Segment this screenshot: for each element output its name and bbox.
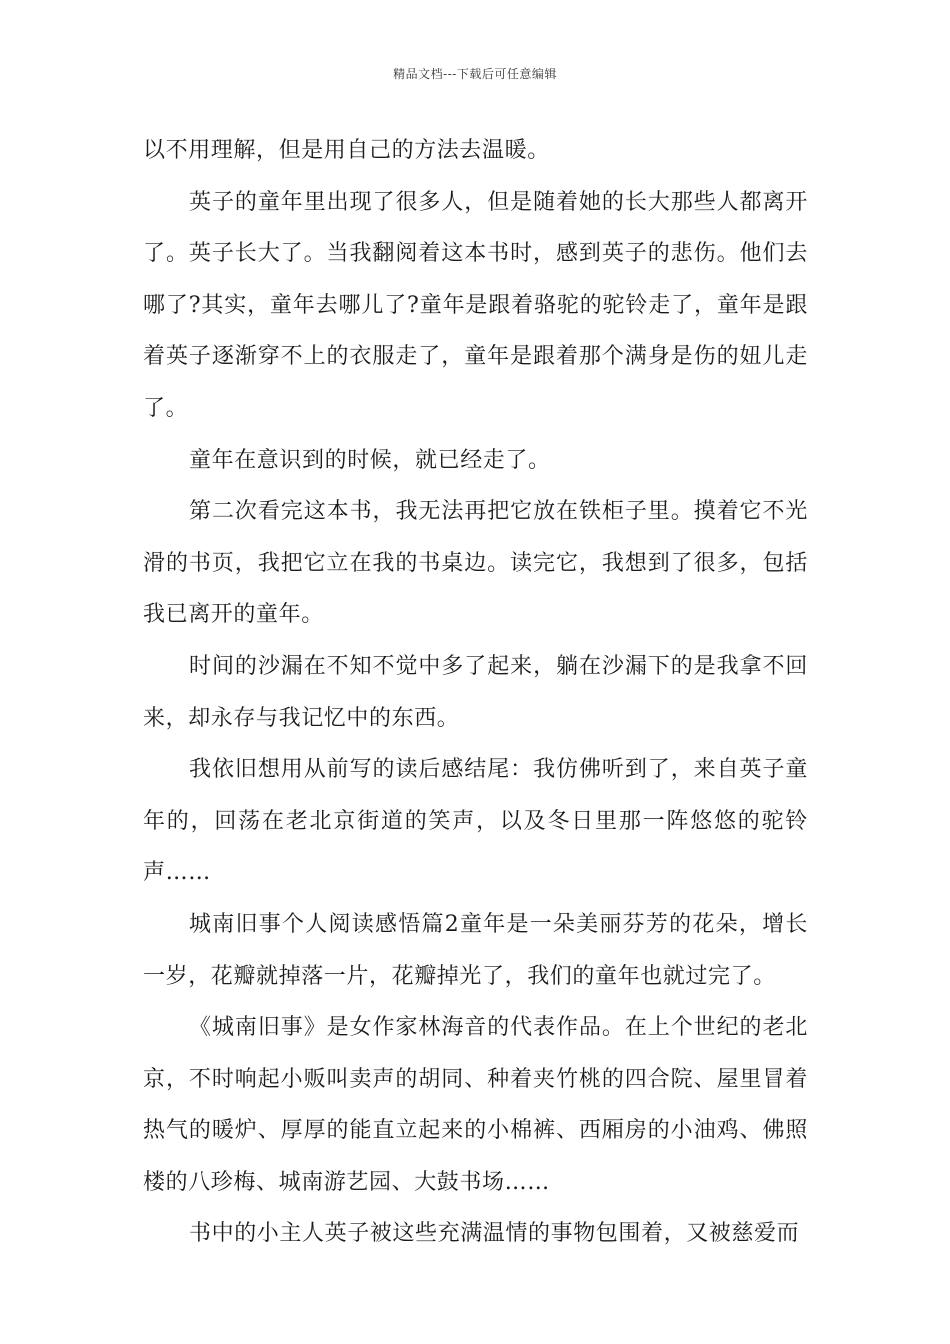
page-header: 精品文档---下载后可任意编辑: [393, 67, 557, 81]
paragraph-6: 我依旧想用从前写的读后感结尾：我仿佛听到了，来自英子童年的，回荡在老北京街道的笑声，以及冬日里那一阵悠悠的驼铃声……: [143, 757, 808, 886]
paragraph-3: 童年在意识到的时候，就已经走了。: [189, 447, 551, 473]
paragraph-9: 书中的小主人英子被这些充满温情的事物包围着，又被慈爱而: [189, 1221, 800, 1247]
paragraph-8: 《城南旧事》是女作家林海音的代表作品。在上个世纪的老北京，不时响起小贩叫卖声的胡同、种着夹竹桃的四合院、屋里冒着热气的暖炉、厚厚的能直立起来的小棉裤、西厢房的小油鸡、佛照楼的八珍梅、城南游艺园、大鼓书场……: [143, 1015, 808, 1195]
paragraph-2: 英子的童年里出现了很多人，但是随着她的长大那些人都离开了。英子长大了。当我翻阅着这本书时，感到英子的悲伤。他们去哪了?其实，童年去哪儿了?童年是跟着骆驼的驼铃走了，童年是跟着英子逐渐穿不上的衣服走了，童年是跟着那个满身是伤的妞儿走了。: [143, 189, 808, 421]
paragraph-4: 第二次看完这本书，我无法再把它放在铁柜子里。摸着它不光滑的书页，我把它立在我的书桌边。读完它，我想到了很多，包括我已离开的童年。: [143, 499, 808, 628]
paragraph-7: 城南旧事个人阅读感悟篇2童年是一朵美丽芬芳的花朵，增长一岁，花瓣就掉落一片，花瓣掉光了，我们的童年也就过完了。: [143, 911, 808, 989]
paragraph-5: 时间的沙漏在不知不觉中多了起来，躺在沙漏下的是我拿不回来，却永存与我记忆中的东西。: [143, 653, 808, 731]
document-body: [143, 125, 808, 1260]
paragraph-1: 以不用理解，但是用自己的方法去温暖。: [143, 138, 550, 163]
